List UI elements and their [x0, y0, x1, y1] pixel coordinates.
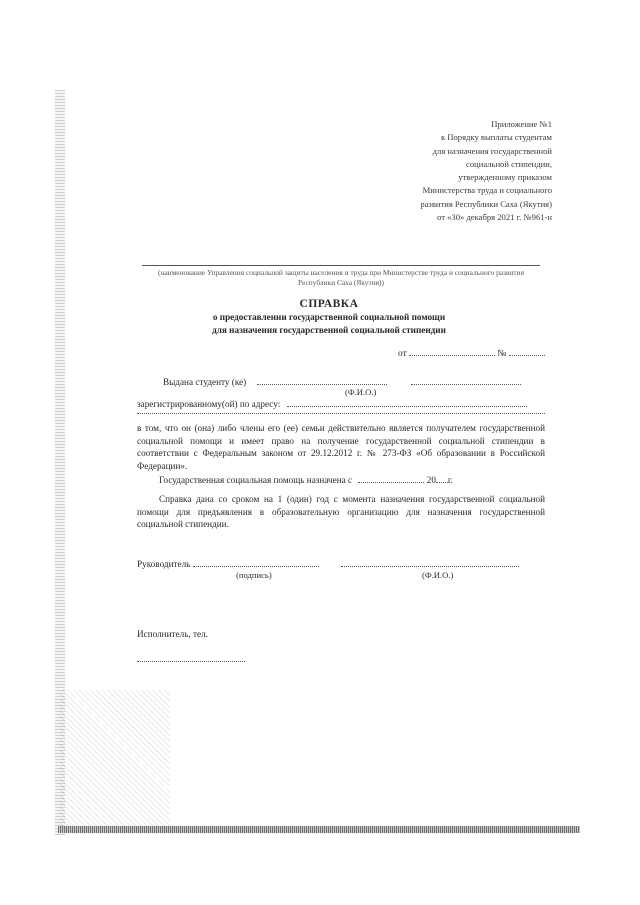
number-field[interactable] [509, 346, 545, 356]
body-paragraph-1: в том, что он (она) либо члены его (ее) семьи действительно является получателем государственной социальной помощи и имеет право на получение государственной социальной стипендии в соответствии с Федеральным законом от 29.12.2012 г. № 273-ФЗ «Об образовании в Российской Федерации». [137, 423, 545, 471]
head-name-field[interactable] [341, 557, 519, 567]
number-label: № [497, 349, 507, 359]
year-prefix: 20 [426, 475, 436, 485]
head-label: Руководитель [137, 559, 191, 569]
student-row [163, 375, 521, 387]
year-field[interactable] [436, 473, 448, 483]
ministry-rule [142, 265, 540, 266]
annex-line: Приложение №1 [491, 119, 552, 129]
address-field-2[interactable] [137, 413, 545, 414]
address-label: зарегистрированному(ой) по адресу: [137, 399, 281, 409]
annex-line: социальной стипендии, [466, 158, 552, 169]
signature-field[interactable] [193, 557, 319, 567]
sign-caption: (подпись) [236, 570, 272, 580]
scan-bottom-edge [58, 826, 580, 833]
document-title: СПРАВКА [299, 298, 359, 310]
body-paragraph-2: Справка дана со сроком на 1 (один) год с момента назначения государственной социальной помощи для предъявления в образовательную организацию для назначения государственной социальной стипендии. [137, 494, 545, 529]
student-label: Выдана студенту (ке) [163, 377, 247, 387]
annex-line: утвержденному приказом [458, 172, 552, 183]
assigned-date-field[interactable] [358, 473, 424, 483]
fio-caption: (Ф.И.О.) [345, 387, 377, 397]
subtitle-line: о предоставлении государственной социальной помощи [212, 312, 446, 322]
year-suffix: г. [447, 475, 453, 485]
annex-line: для назначения государственной [432, 145, 552, 156]
address-row [137, 397, 527, 409]
date-label: от [398, 349, 407, 359]
executor-field[interactable] [137, 661, 245, 662]
student-name-field-2[interactable] [411, 375, 521, 385]
name-caption: (Ф.И.О.) [422, 570, 454, 580]
address-field[interactable] [287, 397, 527, 407]
signature-row [137, 557, 519, 569]
ministry-caption: (наименование Управления социальной защиты населения и труда при Министерстве труда и социального развития Республики Саха (Якутия)) [157, 268, 525, 287]
student-name-field[interactable] [257, 375, 387, 385]
annex-line: от «30» декабря 2021 г. №961-н [437, 212, 552, 223]
executor-label: Исполнитель, тел. [137, 629, 208, 639]
annex-line: развития Республики Саха (Якутия) [420, 198, 552, 209]
assigned-row [159, 473, 453, 485]
annex-header [360, 118, 552, 224]
date-number-row [398, 346, 545, 359]
annex-line: Министерства труда и социального [422, 185, 552, 196]
document-subtitle [120, 311, 538, 337]
annex-line: к Порядку выплаты студентам [440, 132, 552, 143]
scan-noise [60, 690, 170, 830]
subtitle-line: для назначения государственной социальной стипендии [212, 325, 446, 335]
date-field[interactable] [409, 346, 495, 356]
assigned-label: Государственная социальная помощь назначена с [159, 475, 353, 485]
